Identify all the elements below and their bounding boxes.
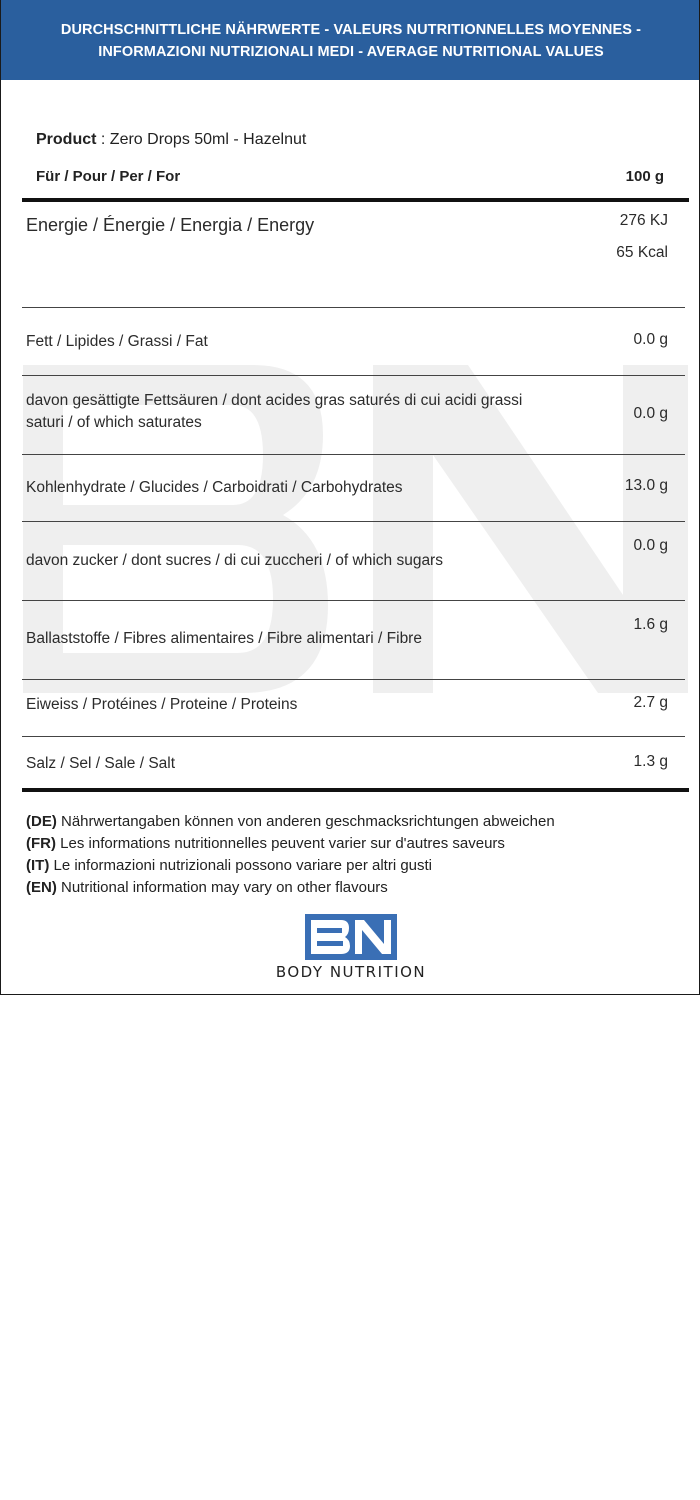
row-value: 2.7 g (633, 694, 668, 711)
bn-logo-icon (305, 914, 397, 960)
product-label: Product (36, 131, 97, 148)
row-divider (22, 600, 685, 601)
row-value-kcal: 65 Kcal (616, 244, 668, 261)
row-value-kj: 276 KJ (619, 212, 668, 229)
row-label: davon zucker / dont sucres / di cui zuccheri / of which sugars (26, 552, 443, 569)
row-divider (22, 375, 685, 376)
note-text: Le informazioni nutrizionali possono variare per altri gusti (49, 857, 433, 874)
product-value: : Zero Drops 50ml - Hazelnut (96, 131, 307, 148)
row-value: 0.0 g (633, 331, 668, 348)
flavour-notes (26, 811, 555, 899)
row-value: 13.0 g (624, 477, 668, 494)
row-label: Energie / Énergie / Energia / Energy (26, 215, 315, 235)
note-code: (IT) (26, 857, 50, 874)
per-value: 100 g (625, 168, 664, 185)
header-line-2: INFORMAZIONI NUTRIZIONALI MEDI - AVERAGE NUTRITIONAL VALUES (98, 44, 604, 60)
row-label: Ballaststoffe / Fibres alimentaires / Fibre alimentari / Fibre (26, 630, 422, 647)
row-value: 1.3 g (633, 753, 668, 770)
row-label: Salz / Sel / Sale / Salt (26, 755, 176, 772)
row-label: Fett / Lipides / Grassi / Fat (26, 333, 208, 350)
note-text: Les informations nutritionnelles peuvent varier sur d'autres saveurs (56, 835, 505, 852)
row-label: Kohlenhydrate / Glucides / Carboidrati / Carbohydrates (26, 479, 403, 496)
note-code: (FR) (26, 835, 56, 852)
row-value: 0.0 g (633, 537, 668, 554)
row-divider (22, 521, 685, 522)
note-code: (DE) (26, 813, 57, 830)
row-label: davon gesättigte Fettsäuren / dont acides gras saturés di cui acidi grassi saturi / of which saturates (26, 392, 523, 431)
header-line-1: DURCHSCHNITTLICHE NÄHRWERTE - VALEURS NUTRITIONNELLES MOYENNES - (60, 22, 642, 38)
row-divider (22, 679, 685, 680)
note-en (26, 877, 555, 899)
row-divider (22, 454, 685, 455)
body-nutrition-logo (250, 914, 452, 984)
row-divider (22, 736, 685, 737)
product-line (36, 131, 306, 149)
row-value: 0.0 g (633, 405, 668, 422)
header-banner (1, 0, 700, 80)
note-de (26, 811, 555, 833)
note-text: Nutritional information may vary on other flavours (56, 879, 388, 896)
table-top-rule (22, 198, 689, 202)
note-it (26, 855, 555, 877)
per-header-row (36, 168, 666, 185)
row-divider (22, 307, 685, 308)
note-fr (26, 833, 555, 855)
logo-text: BODY NUTRITION (275, 963, 427, 981)
row-label: Eiweiss / Protéines / Proteine / Proteins (26, 696, 298, 713)
note-text: Nährwertangaben können von anderen geschmacksrichtungen abweichen (56, 813, 555, 830)
row-value: 1.6 g (633, 616, 668, 633)
note-code: (EN) (26, 879, 57, 896)
per-label: Für / Pour / Per / For (36, 168, 181, 185)
table-bottom-rule (22, 788, 689, 792)
